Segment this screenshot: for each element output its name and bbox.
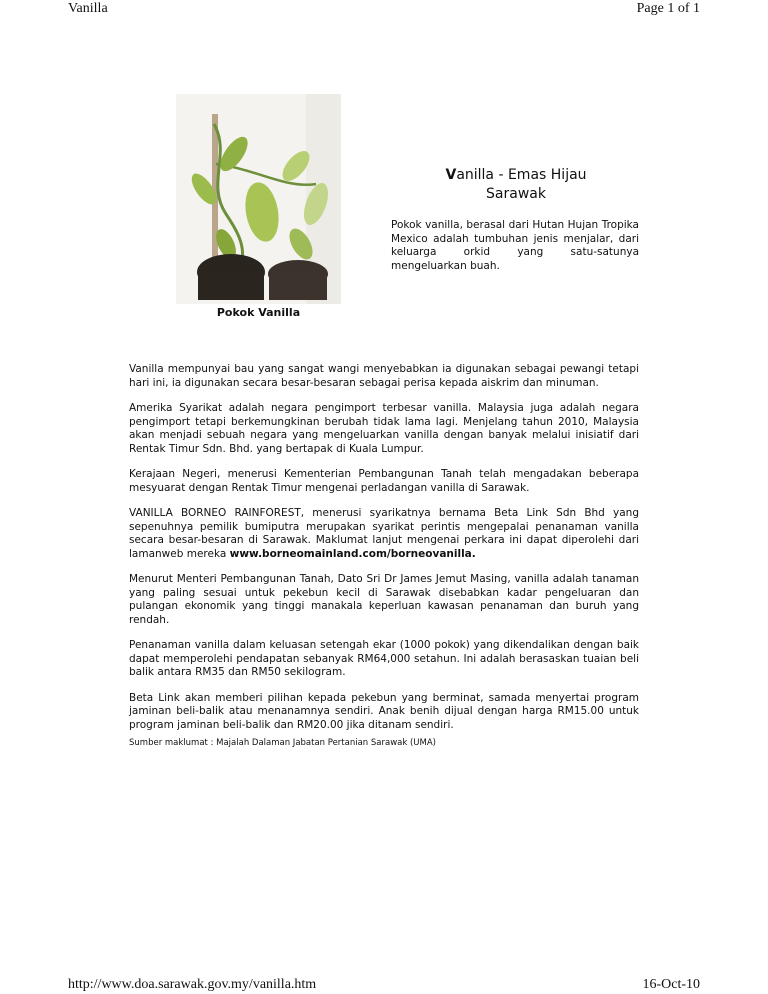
paragraph-7: Beta Link akan memberi pilihan kepada pekebun yang berminat, samada menyertai program jaminan beli-balik atau menanamnya sendiri. Anak benih dijual dengan harga RM15.00 untuk program jaminan beli-balik dan RM20.00 jika ditanam sendiri. [129,691,639,731]
print-footer-url: http://www.doa.sarawak.gov.my/vanilla.htm [68,977,317,992]
print-footer-date: 16-Oct-10 [642,977,700,992]
paragraph-4-text: VANILLA BORNEO RAINFOREST, menerusi syarikatnya bernama Beta Link Sdn Bhd yang sepenuhnya pemilik bumiputra merupakan syarikat perintis mengepalai penanaman vanilla secara besar-besaran di Sarawak. Maklumat lanjut mengenai perkara ini dapat diperolehi dari lamanweb mereka [129,507,639,560]
vanilla-plant-photo [176,94,341,304]
title-initial: V [445,167,457,183]
paragraph-3: Kerajaan Negeri, menerusi Kementerian Pembangunan Tanah telah mengadakan beberapa mesyuarat dengan Rentak Timur mengenai perladangan vanilla di Sarawak. [129,468,639,494]
title-line-2: Sarawak [486,186,546,202]
intro-paragraph: Pokok vanilla, berasal dari Hutan Hujan Tropika Mexico adalah tumbuhan jenis menjalar, dari keluarga orkid yang satu-satunya mengeluarkan buah. [391,219,639,272]
paragraph-6: Penanaman vanilla dalam keluasan setengah ekar (1000 pokok) yang dikendalikan dengan baik dapat memperolehi pendapatan sebanyak RM64,000 setahun. Ini adalah berasaskan tuaian beli balik antara RM35 dan RM50 sekilogram. [129,639,639,678]
source-note: Sumber maklumat : Majalah Dalaman Jabatan Pertanian Sarawak (UMA) [129,738,436,748]
article-title [400,166,632,204]
paragraph-1: Vanilla mempunyai bau yang sangat wangi menyebabkan ia digunakan sebagai pewangi tetapi hari ini, ia digunakan secara besar-besaran sebagai perisa kepada aiskrim dan minuman. [129,363,639,389]
print-header-page-info: Page 1 of 1 [636,1,700,16]
paragraph-5: Menurut Menteri Pembangunan Tanah, Dato Sri Dr James Jemut Masing, vanilla adalah tanaman yang paling sesuai untuk pekebun kecil di Sarawak disebabkan kadar pengeluaran dan pulangan ekonomik yang tinggi manakala keperluan kawasan penanaman dan buruh yang rendah. [129,573,639,626]
title-line-1: anilla - Emas Hijau [456,167,587,183]
paragraph-4 [129,507,639,561]
print-header-title: Vanilla [68,1,108,16]
website-link[interactable]: www.borneomainland.com/borneovanilla. [229,547,476,560]
article-body [129,363,639,761]
photo-caption: Pokok Vanilla [216,306,301,319]
vanilla-plant-illustration [176,94,341,304]
paragraph-2: Amerika Syarikat adalah negara pengimport terbesar vanilla. Malaysia juga adalah negara pengimport tetapi berkemungkinan berubah tidak lama lagi. Menjelang tahun 2010, Malaysia akan menjadi sebuah negara yang mengeluarkan vanilla dengan banyak melalui inisiatif dari Rentak Timur Sdn. Bhd. yang bertapak di Kuala Lumpur. [129,402,639,455]
